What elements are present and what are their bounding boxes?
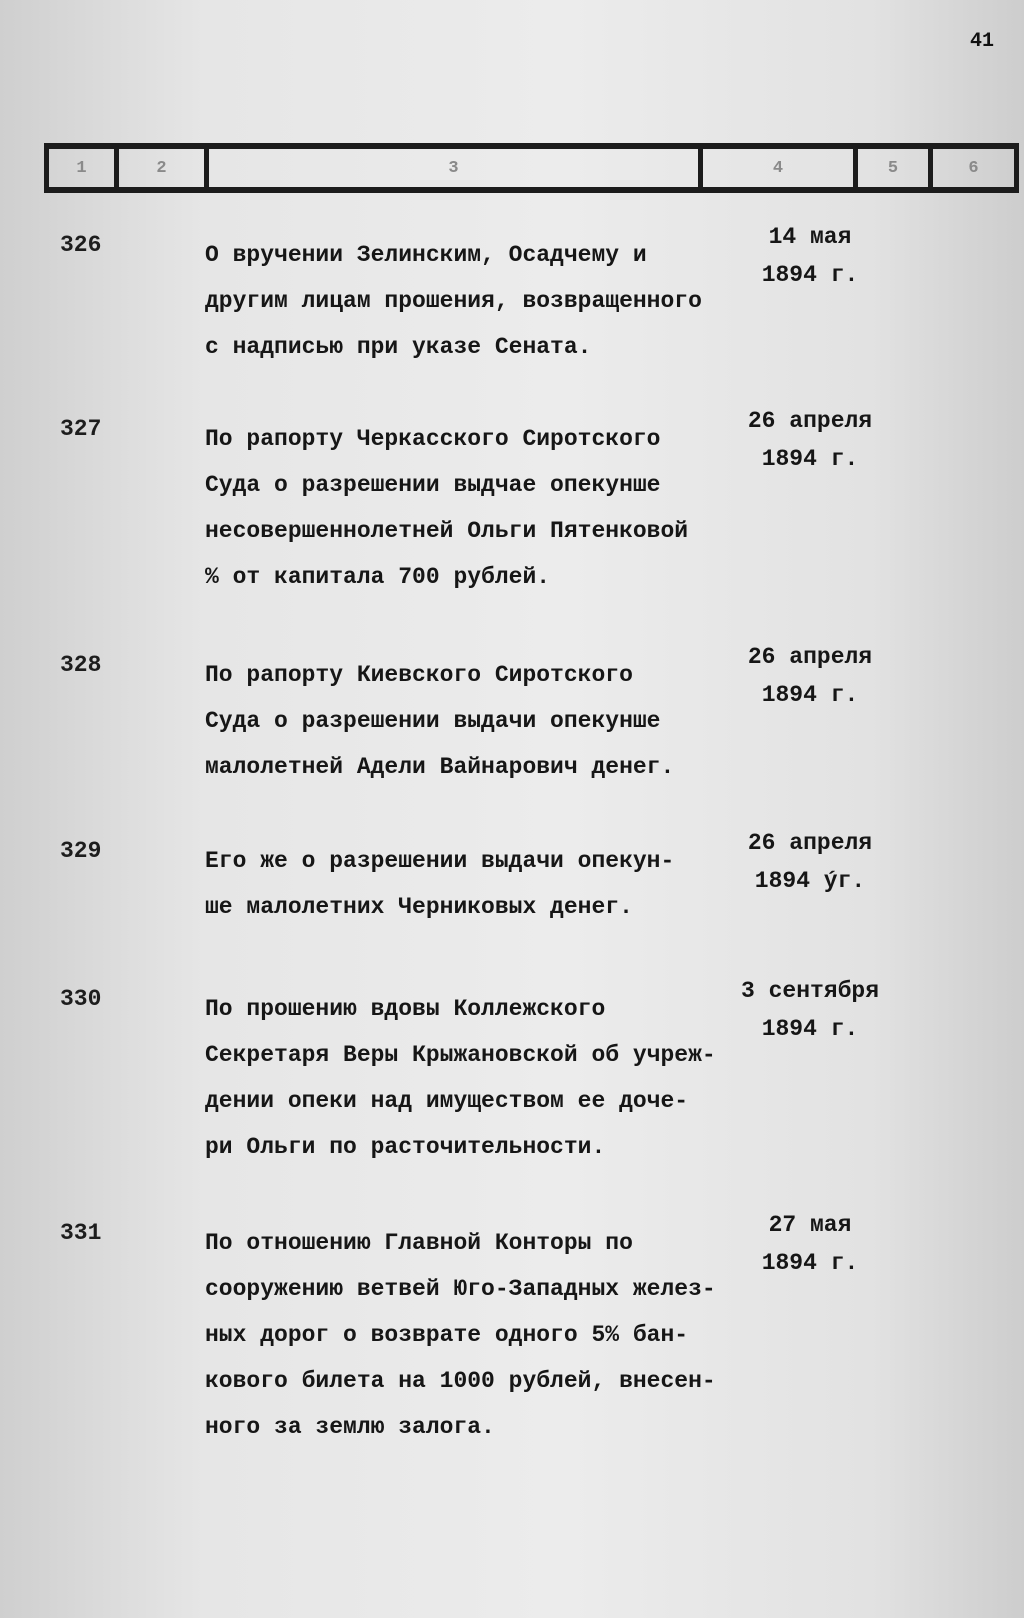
header-col-5: 5 — [853, 149, 928, 187]
entry-date: 3 сентября 1894 г. — [740, 978, 880, 1042]
entry-number: 327 — [60, 416, 102, 442]
entry-text: О вручении Зелинским, Осадчему и другим лицам прошения, возвращенного с надписью при указе Сената. — [205, 242, 702, 360]
header-col-3: 3 — [204, 149, 698, 187]
entry-date: 27 мая 1894 г. — [761, 1212, 859, 1276]
entry-date: 26 апреля 1894 г. — [747, 408, 873, 472]
entry-number: 331 — [60, 1220, 102, 1246]
entry-number: 326 — [60, 232, 102, 258]
entry-text: По прошению вдовы Коллежского Секретаря Веры Крыжановской об учреж- дении опеки над имуществом ее доче- ри Ольги по расточительности. — [205, 996, 716, 1160]
header-col-1: 1 — [44, 149, 114, 187]
entry-date: 14 мая 1894 г. — [761, 224, 859, 288]
entry-number: 328 — [60, 652, 102, 678]
entry-date: 26 апреля 1894 ýг. — [747, 830, 873, 894]
header-col-4: 4 — [698, 149, 853, 187]
entry-text: По отношению Главной Конторы по сооружению ветвей Юго-Западных желез- ных дорог о возврате одного 5% бан- кового билета на 1000 рублей, внесен- ного за землю залога. — [205, 1230, 716, 1440]
entry-text: По рапорту Киевского Сиротского Суда о разрешении выдачи опекунше малолетней Адели Вайнарович денег. — [205, 662, 675, 780]
entry-number: 330 — [60, 986, 102, 1012]
header-col-6: 6 — [928, 149, 1019, 187]
entry-number: 329 — [60, 838, 102, 864]
page-number: 41 — [970, 30, 995, 53]
entry-text: По рапорту Черкасского Сиротского Суда о разрешении выдчае опекунше несовершеннолетней Ольги Пятенковой % от капитала 700 рублей. — [205, 426, 689, 590]
table-header — [44, 143, 1019, 193]
entry-text: Его же о разрешении выдачи опекун- ше малолетних Черниковых денег. — [205, 848, 675, 920]
header-col-2: 2 — [114, 149, 204, 187]
entry-date: 26 апреля 1894 г. — [747, 644, 873, 708]
